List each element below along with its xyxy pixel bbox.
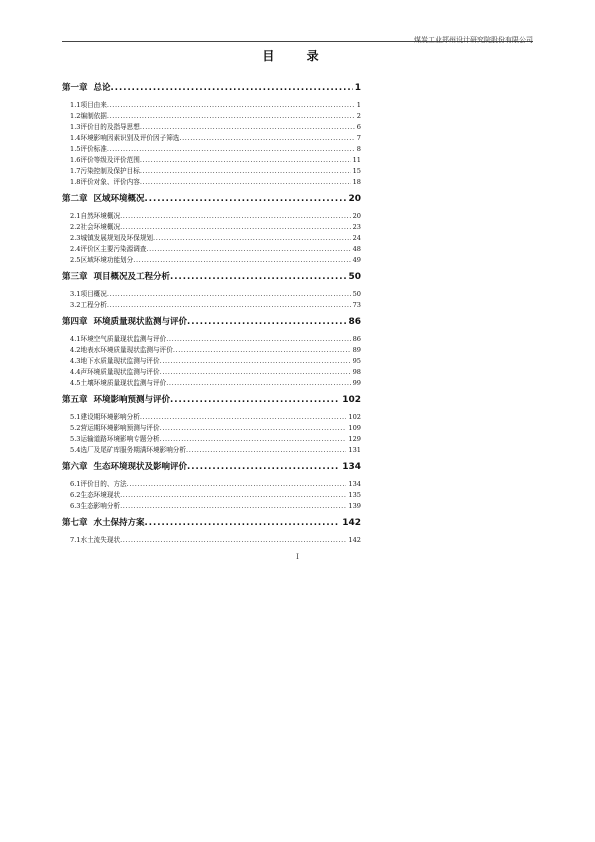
toc-section-title: 地表水环境质量现状监测与评价 <box>80 346 173 354</box>
toc-section[interactable] <box>62 488 361 499</box>
toc-section-label <box>70 143 107 153</box>
toc-section-label <box>70 534 120 544</box>
toc-chapter-number: 第一章 <box>62 83 88 93</box>
toc-section[interactable] <box>62 242 361 253</box>
toc-section-label <box>70 478 127 488</box>
toc-chapter-title: 环境影响预测与评价 <box>93 395 171 405</box>
toc-section[interactable] <box>62 354 361 365</box>
toc-section-number: 1.4 <box>70 134 81 142</box>
toc-chapter-page: 142 <box>342 518 361 528</box>
toc-section[interactable] <box>62 443 361 454</box>
dot-leader <box>179 134 354 142</box>
toc-chapter[interactable] <box>62 390 361 405</box>
dot-leader <box>145 194 347 204</box>
toc-section-label <box>70 232 153 242</box>
toc-section-page: 89 <box>352 346 361 354</box>
dot-leader <box>120 502 346 510</box>
toc-section-page: 99 <box>352 379 361 387</box>
toc-section-page: 98 <box>352 368 361 376</box>
toc-section-title: 生态影响分析 <box>80 502 121 510</box>
toc-section-number: 4.2 <box>70 346 81 354</box>
toc-section-title: 项目由来 <box>80 101 107 109</box>
toc-section-title: 地下水质量现状监测与评价 <box>80 357 160 365</box>
toc-section-label <box>70 355 160 365</box>
dot-leader <box>107 112 355 120</box>
page-title: 目 录 <box>262 49 333 63</box>
toc-chapter-title: 区域环境概况 <box>93 194 145 204</box>
toc-chapter-label <box>62 315 187 327</box>
toc-chapter-page: 134 <box>342 462 361 472</box>
toc-section-number: 5.1 <box>70 413 81 421</box>
toc-section-title: 评价等级及评价范围 <box>80 156 140 164</box>
toc-section-page: 11 <box>352 156 361 164</box>
toc-section-title: 区域环境功能划分 <box>80 256 134 264</box>
toc-section-number: 4.1 <box>70 335 81 343</box>
toc-section-page: 15 <box>352 167 361 175</box>
toc-chapter-label <box>62 270 170 282</box>
toc-section-label <box>70 165 140 175</box>
toc-section-title: 选厂及尾矿库服务期满环境影响分析 <box>80 446 186 454</box>
toc-chapter-page: 50 <box>348 272 361 282</box>
toc-section-number: 3.2 <box>70 301 81 309</box>
toc-section[interactable] <box>62 231 361 242</box>
toc-section[interactable] <box>62 421 361 432</box>
toc-section[interactable] <box>62 142 361 153</box>
dot-leader <box>107 101 355 109</box>
toc-section-number: 4.3 <box>70 357 81 365</box>
toc-chapter[interactable] <box>62 189 361 204</box>
page-number: I <box>296 553 299 561</box>
toc-section[interactable] <box>62 287 361 298</box>
toc-chapter-label <box>62 81 111 93</box>
toc-section-label <box>70 254 133 264</box>
toc-chapter[interactable] <box>62 457 361 472</box>
toc-section-page: 8 <box>356 145 361 153</box>
toc-section-number: 1.7 <box>70 167 81 175</box>
toc-section[interactable] <box>62 120 361 131</box>
dot-leader <box>160 435 347 443</box>
toc-section-title: 评价对象、评价内容 <box>80 178 140 186</box>
toc-section-title: 环境影响因素识别及评价因子筛选 <box>80 134 180 142</box>
toc-section-title: 营运期环境影响预测与评价 <box>80 424 160 432</box>
toc-section-page: 20 <box>352 212 361 220</box>
toc-chapter-label <box>62 393 170 405</box>
toc-chapter-title: 项目概况及工程分析 <box>93 272 171 282</box>
toc-section-label <box>70 176 140 186</box>
toc-section[interactable] <box>62 98 361 109</box>
toc-section[interactable] <box>62 164 361 175</box>
dot-leader <box>166 335 350 343</box>
toc-section-title: 土壤环境质量现状监测与评价 <box>80 379 167 387</box>
toc-section-page: 95 <box>352 357 361 365</box>
toc-section-title: 运输道路环境影响专题分析 <box>80 435 160 443</box>
toc-chapter-number: 第四章 <box>62 317 88 327</box>
toc-section-page: 109 <box>348 424 361 432</box>
toc-section-label <box>70 121 140 131</box>
dot-leader <box>170 272 346 282</box>
toc-section-page: 49 <box>352 256 361 264</box>
toc-section-title: 编制依据 <box>80 112 107 120</box>
toc-section-label <box>70 444 186 454</box>
toc-section-page: 135 <box>348 491 361 499</box>
toc-chapter-page: 1 <box>354 83 361 93</box>
toc-section-label <box>70 299 107 309</box>
toc-chapter-number: 第七章 <box>62 518 88 528</box>
toc-chapter-title: 水土保持方案 <box>93 518 145 528</box>
toc-section[interactable] <box>62 175 361 186</box>
toc-section[interactable] <box>62 332 361 343</box>
toc-chapter-label <box>62 460 187 472</box>
toc-section-number: 2.4 <box>70 245 81 253</box>
toc-section[interactable] <box>62 343 361 354</box>
toc-chapter-number: 第六章 <box>62 462 88 472</box>
toc-chapter[interactable] <box>62 513 361 528</box>
toc-section-number: 6.1 <box>70 480 81 488</box>
dot-leader <box>140 178 351 186</box>
toc-chapter[interactable] <box>62 78 361 93</box>
toc-chapter-number: 第二章 <box>62 194 88 204</box>
dot-leader <box>127 480 347 488</box>
toc-section-number: 1.2 <box>70 112 81 120</box>
toc-section[interactable] <box>62 365 361 376</box>
toc-section-page: 2 <box>356 112 361 120</box>
dot-leader <box>140 156 351 164</box>
toc-section-page: 131 <box>348 446 361 454</box>
toc-section-label <box>70 344 173 354</box>
dot-leader <box>145 518 341 528</box>
toc-section-page: 24 <box>352 234 361 242</box>
dot-leader <box>146 245 350 253</box>
toc-section-number: 7.1 <box>70 536 81 544</box>
dot-leader <box>160 357 351 365</box>
toc-section-page: 23 <box>352 223 361 231</box>
dot-leader <box>107 290 351 298</box>
dot-leader <box>120 212 351 220</box>
toc-section[interactable] <box>62 153 361 164</box>
toc-section-label <box>70 422 160 432</box>
toc-section-number: 2.2 <box>70 223 81 231</box>
toc-section-page: 129 <box>348 435 361 443</box>
toc-section-number: 5.4 <box>70 446 81 454</box>
toc-section-page: 50 <box>352 290 361 298</box>
toc-section-number: 1.3 <box>70 123 81 131</box>
toc-section-number: 6.3 <box>70 502 81 510</box>
toc-section-title: 项目概况 <box>80 290 107 298</box>
toc-section-number: 1.1 <box>70 101 81 109</box>
toc-section[interactable] <box>62 209 361 220</box>
dot-leader <box>170 395 340 405</box>
toc-section-label <box>70 377 166 387</box>
toc-section-page: 1 <box>356 101 361 109</box>
toc-section-number: 4.4 <box>70 368 81 376</box>
toc-section-page: 102 <box>348 413 361 421</box>
dot-leader <box>140 413 347 421</box>
toc-chapter[interactable] <box>62 312 361 327</box>
toc-chapter-title: 环境质量现状监测与评价 <box>93 317 188 327</box>
toc-chapter[interactable] <box>62 267 361 282</box>
toc-section-label <box>70 489 120 499</box>
toc-section-number: 3.1 <box>70 290 81 298</box>
toc-section-title: 评价区主要污染源调查 <box>80 245 147 253</box>
toc-section-title: 自然环境概况 <box>80 212 121 220</box>
toc-chapter-page: 86 <box>348 317 361 327</box>
toc-section-title: 生态环境现状 <box>80 491 121 499</box>
toc-section-number: 2.1 <box>70 212 81 220</box>
toc-chapter-label <box>62 516 145 528</box>
header-company-name: 煤炭工业郑州设计研究院股份有限公司 <box>414 36 533 44</box>
toc-section-page: 86 <box>352 335 361 343</box>
toc-section-page: 18 <box>352 178 361 186</box>
toc-section-label <box>70 221 120 231</box>
dot-leader <box>160 368 351 376</box>
toc-section-label <box>70 243 146 253</box>
toc-section-number: 1.5 <box>70 145 81 153</box>
dot-leader <box>166 379 350 387</box>
toc-section-number: 5.2 <box>70 424 81 432</box>
dot-leader <box>187 462 340 472</box>
toc-section-number: 2.5 <box>70 256 81 264</box>
dot-leader <box>107 301 351 309</box>
toc-section-label <box>70 154 140 164</box>
toc-section-title: 工程分析 <box>80 301 107 309</box>
toc-section-label <box>70 132 179 142</box>
toc-section-page: 73 <box>352 301 361 309</box>
dot-leader <box>186 446 346 454</box>
toc-section[interactable] <box>62 253 361 264</box>
toc-section[interactable] <box>62 220 361 231</box>
toc-section[interactable] <box>62 432 361 443</box>
toc-section[interactable] <box>62 477 361 488</box>
toc-section-title: 环境空气质量现状监测与评价 <box>80 335 167 343</box>
dot-leader <box>120 491 346 499</box>
table-of-contents <box>62 75 361 544</box>
toc-section[interactable] <box>62 499 361 510</box>
dot-leader <box>153 234 351 242</box>
toc-chapter-label <box>62 192 145 204</box>
toc-section-label <box>70 500 120 510</box>
toc-section-number: 5.3 <box>70 435 81 443</box>
dot-leader <box>111 83 353 93</box>
dot-leader <box>187 317 346 327</box>
dot-leader <box>133 256 350 264</box>
toc-chapter-page: 102 <box>342 395 361 405</box>
toc-section-title: 水土流失现状 <box>80 536 121 544</box>
toc-section-title: 社会环境概况 <box>80 223 121 231</box>
toc-section-label <box>70 210 120 220</box>
dot-leader <box>140 123 355 131</box>
toc-section-title: 建设期环境影响分析 <box>80 413 140 421</box>
toc-section-number: 6.2 <box>70 491 81 499</box>
toc-chapter-title: 总论 <box>93 83 111 93</box>
toc-section-title: 城镇发展规划及环保规划 <box>80 234 154 242</box>
toc-section-page: 6 <box>356 123 361 131</box>
toc-section-title: 评价目的、方法 <box>80 480 127 488</box>
toc-section-number: 2.3 <box>70 234 81 242</box>
toc-section-number: 1.8 <box>70 178 81 186</box>
dot-leader <box>120 536 346 544</box>
toc-section-page: 139 <box>348 502 361 510</box>
toc-section[interactable] <box>62 131 361 142</box>
dot-leader <box>107 145 355 153</box>
toc-section-page: 48 <box>352 245 361 253</box>
toc-section-label <box>70 288 107 298</box>
toc-section-label <box>70 411 140 421</box>
toc-section-title: 声环境质量现状监测与评价 <box>80 368 160 376</box>
toc-section[interactable] <box>62 298 361 309</box>
toc-section-page: 134 <box>348 480 361 488</box>
toc-section[interactable] <box>62 410 361 421</box>
toc-chapter-page: 20 <box>348 194 361 204</box>
toc-section[interactable] <box>62 533 361 544</box>
dot-leader <box>120 223 351 231</box>
dot-leader <box>160 424 347 432</box>
toc-section-number: 4.5 <box>70 379 81 387</box>
toc-section-page: 142 <box>348 536 361 544</box>
toc-chapter-title: 生态环境现状及影响评价 <box>93 462 188 472</box>
toc-chapter-number: 第五章 <box>62 395 88 405</box>
toc-section-title: 评价标准 <box>80 145 107 153</box>
dot-leader <box>173 346 351 354</box>
toc-section-page: 7 <box>356 134 361 142</box>
toc-section-number: 1.6 <box>70 156 81 164</box>
toc-section-title: 污染控制及保护目标 <box>80 167 140 175</box>
toc-section-label <box>70 366 160 376</box>
toc-section[interactable] <box>62 109 361 120</box>
toc-section-title: 评价目的及指导思想 <box>80 123 140 131</box>
page-header <box>62 27 533 42</box>
toc-section-label <box>70 333 166 343</box>
toc-section[interactable] <box>62 376 361 387</box>
toc-section-label <box>70 433 160 443</box>
toc-chapter-number: 第三章 <box>62 272 88 282</box>
toc-section-label <box>70 110 107 120</box>
toc-section-label <box>70 99 107 109</box>
dot-leader <box>140 167 351 175</box>
